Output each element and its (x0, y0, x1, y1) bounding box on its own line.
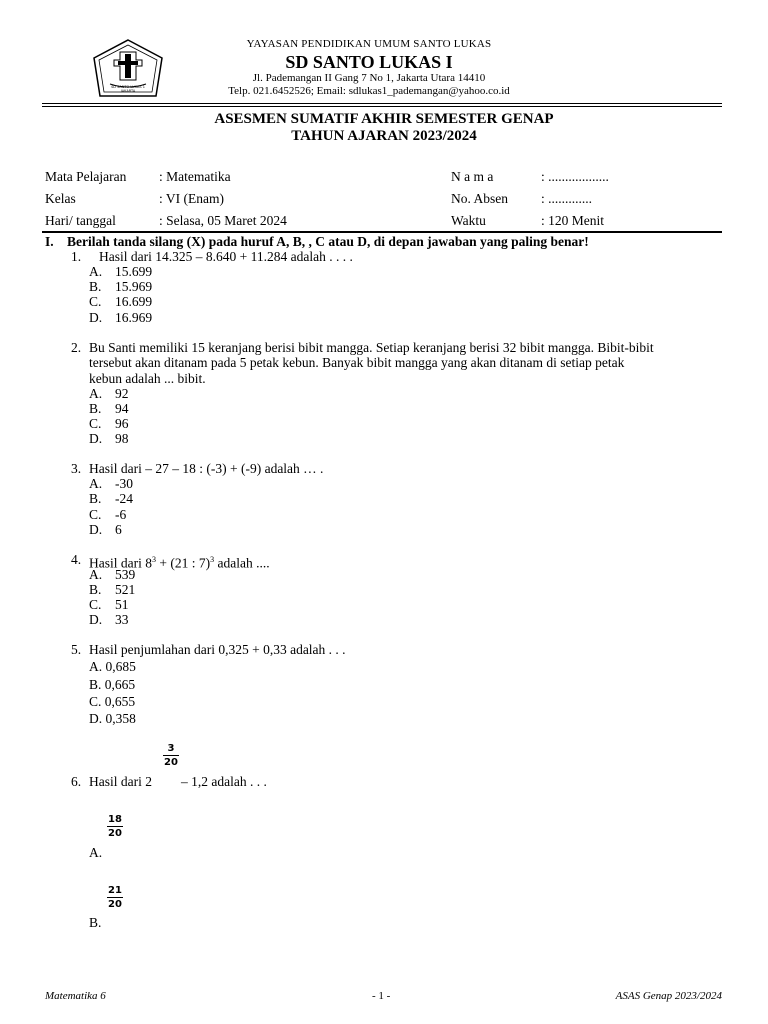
option-a[interactable]: A. 15.699 (89, 264, 153, 279)
option-label: B. (89, 915, 102, 930)
info-value-time: : 120 Menit (541, 213, 604, 228)
footer-subject: Matematika 6 (45, 990, 106, 1002)
footer-page-number: - 1 - (372, 990, 391, 1002)
question-text: Hasil dari – 27 – 18 : (-3) + (-9) adalah … . (89, 461, 324, 476)
mixed-fraction: 3 20 (164, 743, 178, 768)
footer-exam: ASAS Genap 2023/2024 (615, 990, 722, 1002)
question-text-line: kebun adalah ... bibit. (89, 371, 206, 386)
question-text: Hasil dari $8^3 + (21$ : 7)$^3$ adalah .... (89, 555, 270, 571)
option-d[interactable]: D. 0,358 (89, 711, 136, 726)
section-number: I. (45, 234, 54, 249)
option-a[interactable]: A. 0,685 (89, 659, 136, 674)
exam-year: TAHUN AJARAN 2023/2024 (291, 128, 477, 144)
option-c[interactable]: C. 16.699 (89, 294, 153, 309)
school-contact: Telp. 021.6452526; Email: sdlukas1_pademangan@yahoo.co.id (228, 85, 510, 97)
option-d[interactable]: D. 16.969 (89, 310, 153, 325)
option-d[interactable]: D. 98 (89, 431, 129, 446)
header-rule-bottom (42, 106, 722, 107)
question-text-line: Bu Santi memiliki 15 keranjang berisi bibit mangga. Setiap keranjang berisi 32 bibit mangga. Bibit-bibit (89, 340, 654, 355)
option-d[interactable]: D. 6 (89, 522, 122, 537)
option-b[interactable]: B. 15.969 (89, 279, 153, 294)
info-label-class: Kelas (45, 191, 76, 206)
option-b[interactable]: B. -24 (89, 491, 133, 506)
info-value-number[interactable]: : ............. (541, 191, 593, 206)
option-fraction: 18 20 (108, 814, 122, 839)
info-value-subject: : Matematika (159, 169, 231, 184)
option-a[interactable]: A. -30 (89, 476, 133, 491)
option-fraction: 21 20 (108, 885, 122, 910)
option-c[interactable]: C. -6 (89, 507, 127, 522)
option-c[interactable]: C. 51 (89, 597, 129, 612)
exam-title: ASESMEN SUMATIF AKHIR SEMESTER GENAP (214, 111, 554, 127)
header-rule-top (42, 103, 722, 104)
question-number: 5. (71, 642, 82, 657)
question-text-b: – 1,2 adalah . . . (181, 774, 267, 789)
question-number: 2. (71, 340, 82, 355)
info-value-class: : VI (Enam) (159, 191, 224, 206)
option-a[interactable]: A. 539 (89, 567, 136, 582)
question-number: 1. (71, 249, 82, 264)
info-label-time: Waktu (451, 213, 486, 228)
question-text-line: tersebut akan ditanam pada 5 petak kebun. Banyak bibit mangga yang akan ditanam di setiap petak (89, 355, 625, 370)
option-a[interactable]: A. 92 (89, 386, 129, 401)
school-address: Jl. Pademangan II Gang 7 No 1, Jakarta Utara 14410 (252, 72, 486, 84)
question-text-a: Hasil dari 2 (89, 774, 152, 789)
info-value-date: : Selasa, 05 Maret 2024 (159, 213, 287, 228)
option-c[interactable]: C. 96 (89, 416, 129, 431)
option-b[interactable]: B. 94 (89, 401, 129, 416)
section-instruction: Berilah tanda silang (X) pada huruf A, B, , C atau D, di depan jawaban yang paling benar! (67, 234, 589, 249)
foundation-name: YAYASAN PENDIDIKAN UMUM SANTO LUKAS (246, 38, 492, 50)
option-b[interactable]: B. 521 (89, 582, 136, 597)
question-text: Hasil dari 14.325 – 8.640 + 11.284 adalah . . . . (99, 249, 353, 264)
logo-text: SD SANTO LUKAS 1 JAKARTA (111, 85, 145, 93)
info-label-subject: Mata Pelajaran (45, 169, 127, 184)
school-name: SD SANTO LUKAS I (285, 52, 453, 72)
info-label-name: N a m a (451, 169, 494, 184)
info-value-name[interactable]: : .................. (541, 169, 609, 184)
info-label-number: No. Absen (451, 191, 508, 206)
option-label: A. (89, 845, 103, 860)
question-text: Hasil penjumlahan dari 0,325 + 0,33 adalah . . . (89, 642, 346, 657)
option-c[interactable]: C. 0,655 (89, 694, 136, 709)
info-label-date: Hari/ tanggal (45, 213, 116, 228)
option-b[interactable]: B. 0,665 (89, 677, 136, 692)
info-rule (42, 231, 722, 233)
question-number: 4. (71, 552, 82, 567)
question-number: 6. (71, 774, 82, 789)
question-number: 3. (71, 461, 82, 476)
option-d[interactable]: D. 33 (89, 612, 129, 627)
